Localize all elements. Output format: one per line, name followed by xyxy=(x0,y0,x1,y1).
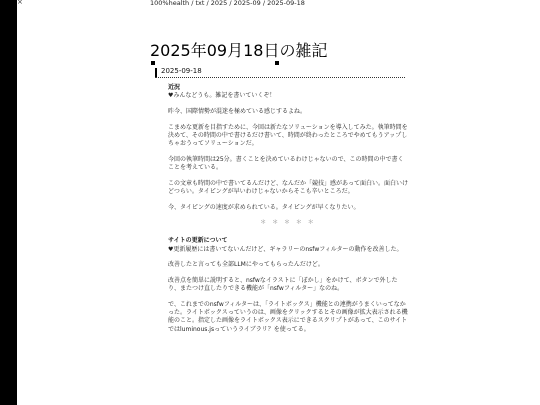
breadcrumb: 100%health / txt / 2025 / 2025-09 / 2025-09-18 xyxy=(150,0,305,7)
paragraph: ♥みんなどうも。雑記を書いていくぞ！ xyxy=(168,92,276,100)
paragraph: で、これまでのnsfwフィルターは、「ライトボックス」機能との連携がうまくいってなかった。ライトボックスっていうのは、画像をクリックするとその画像が拡大表示される機能のこと。指定した画像をライトボックス表示にできるスクリプトがあって、このサイトではluminous.jsっていうライブラリ？を使ってる。 xyxy=(168,300,408,333)
left-edge-bar xyxy=(0,0,17,405)
paragraph: 昨今、国際情勢が混迷を極めている感じするよね。 xyxy=(168,107,307,115)
section-heading: サイトの更新について xyxy=(168,237,228,245)
section-separator: ＊ ＊ ＊ ＊ ＊ xyxy=(260,219,316,227)
page-title: 2025年09月18日の雑記 xyxy=(150,41,328,60)
paragraph: 改善したと言っても全部LLMにやってもらったんだけど。 xyxy=(168,261,324,269)
entry-date-row xyxy=(155,68,405,78)
paragraph: この文章も時間の中で書いてるんだけど、なんだか「競技」感があって面白い。面白いけどつらい。タイピングが早いわけじゃないからそこも辛いところだ。 xyxy=(168,179,408,195)
paragraph: 今、タイピングの速度が求められている。タイピングが早くなりたい。 xyxy=(168,203,360,211)
entry-date: 2025-09-18 xyxy=(161,67,202,75)
paragraph: 今回の執筆時間は25分。書くことを決めているわけじゃないので、この時間の中で書くことを考えている。 xyxy=(168,155,404,171)
entry-body xyxy=(168,84,408,341)
close-icon[interactable]: × xyxy=(17,0,23,6)
date-bar-icon xyxy=(155,68,157,77)
square-marker-icon xyxy=(275,61,279,65)
paragraph: 改善点を簡単に説明すると、nsfwなイラストに「ぼかし」をかけて、ボタンで外したり、またつけ直したりできる機能が「nsfwフィルター」なのね。 xyxy=(168,277,398,293)
section-heading: 近況 xyxy=(168,84,181,91)
square-marker-icon xyxy=(151,61,155,65)
paragraph: ♥更新履歴には書いてないんだけど、ギャラリーのnsfwフィルターの動作を改善した。 xyxy=(168,245,403,253)
paragraph: こまめな更新を目指すために、今回は新たなソリューションを導入してみた。執筆時間を決めて、その時間の中で書けるだけ書いて、時間が終わったところでやめてもうアップしちゃおうってソリューションだ。 xyxy=(168,123,408,148)
